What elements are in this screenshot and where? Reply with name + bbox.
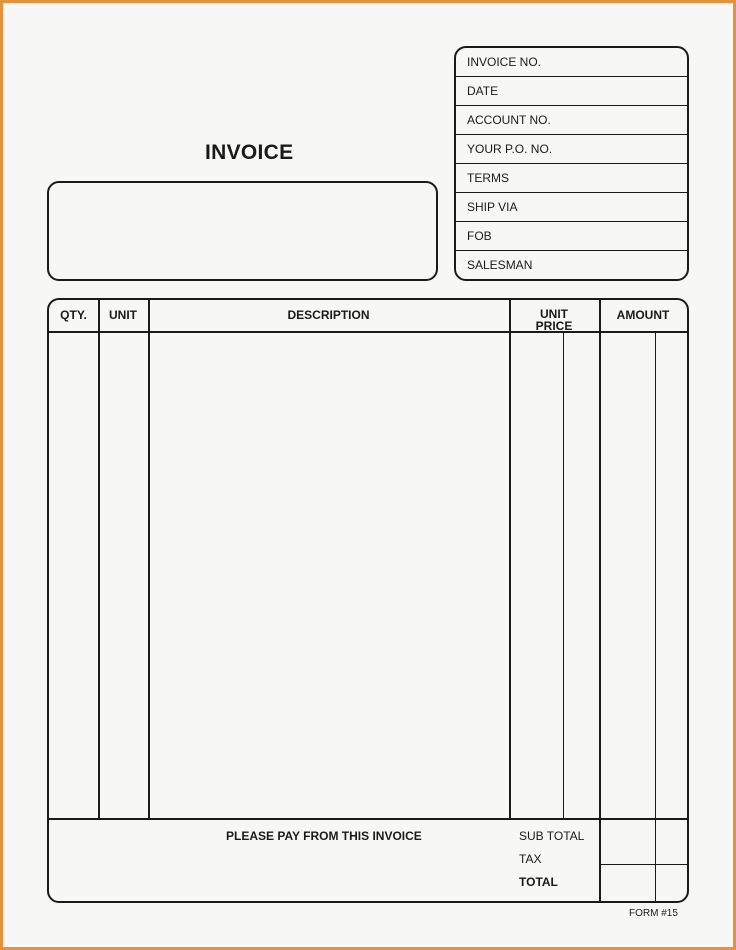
tax-label: TAX <box>519 852 542 866</box>
fob-label: FOB <box>467 229 492 243</box>
qty-header: QTY. <box>60 308 87 322</box>
terms-label: TERMS <box>467 171 509 185</box>
form-number: FORM #15 <box>629 908 678 919</box>
fob-field[interactable] <box>456 222 687 251</box>
po-no-field[interactable] <box>456 135 687 164</box>
line-items-body[interactable] <box>49 333 687 818</box>
unit-price-header-line1: UNIT <box>540 307 568 321</box>
salesman-label: SALESMAN <box>467 258 533 272</box>
invoice-info-box <box>454 46 689 281</box>
account-no-label: ACCOUNT NO. <box>467 113 551 127</box>
ship-via-label: SHIP VIA <box>467 200 518 214</box>
invoice-no-field[interactable] <box>456 48 687 77</box>
account-no-field[interactable] <box>456 106 687 135</box>
total-label: TOTAL <box>519 875 558 889</box>
footer-divider <box>49 818 687 820</box>
pay-note: PLEASE PAY FROM THIS INVOICE <box>226 829 422 843</box>
amount-header: AMOUNT <box>616 308 670 322</box>
unit-price-header-line2: PRICE <box>535 319 573 333</box>
salesman-field[interactable] <box>456 251 687 280</box>
customer-address-box[interactable] <box>47 181 438 281</box>
subtotal-label: SUB TOTAL <box>519 829 585 843</box>
description-header: DESCRIPTION <box>287 308 370 322</box>
invoice-no-label: INVOICE NO. <box>467 55 542 69</box>
po-no-label: YOUR P.O. NO. <box>467 142 553 156</box>
date-label: DATE <box>467 84 499 98</box>
terms-field[interactable] <box>456 164 687 193</box>
unit-header: UNIT <box>109 308 137 322</box>
line-items-table <box>47 298 689 903</box>
date-field[interactable] <box>456 77 687 106</box>
page-title: INVOICE <box>205 141 294 164</box>
ship-via-field[interactable] <box>456 193 687 222</box>
subtotal-tax-rule <box>600 864 687 865</box>
unit-price-header <box>509 308 599 332</box>
